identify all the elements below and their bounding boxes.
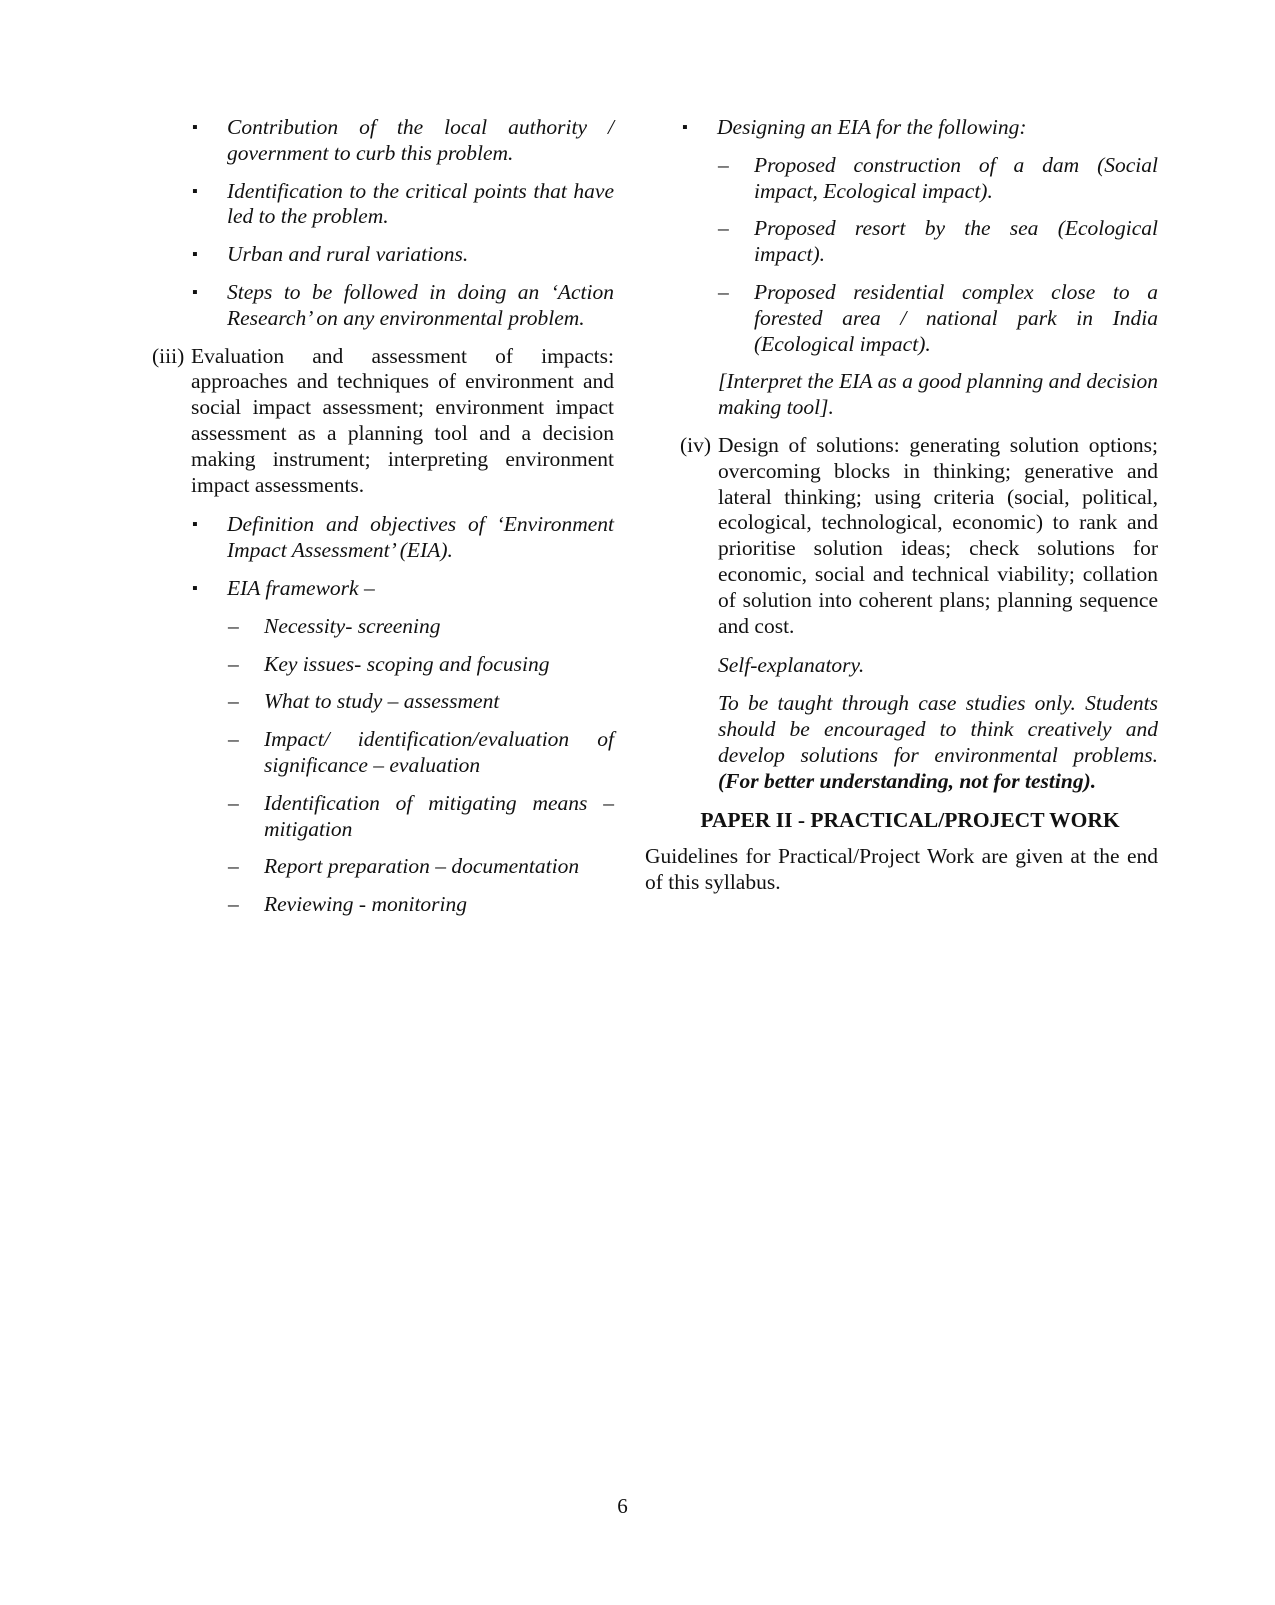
numbered-item-iv: [680, 433, 1158, 639]
dash-icon: –: [718, 216, 729, 241]
dash-icon: –: [228, 613, 239, 638]
bullet-item: [152, 280, 614, 332]
bullet-text: EIA framework –: [227, 575, 375, 600]
dash-item: [642, 153, 1158, 205]
guidelines-text: Guidelines for Practical/Project Work are given at the end of this syllabus.: [645, 844, 1158, 894]
square-bullet-icon: ▪: [192, 516, 198, 534]
dash-text: Necessity- screening: [264, 613, 441, 638]
bullet-text: Steps to be followed in doing an ‘Action Research’ on any environmental problem.: [227, 279, 614, 330]
bullet-text: Contribution of the local authority / government to curb this problem.: [227, 115, 614, 165]
interpret-note: [Interpret the EIA as a good planning and decision making tool].: [718, 369, 1158, 420]
dash-text: Reviewing - monitoring: [264, 892, 468, 917]
dash-item: [642, 280, 1158, 357]
case-studies-bold: (For better understanding, not for testing).: [718, 768, 1097, 793]
page-number: 6: [617, 1494, 628, 1518]
case-studies-text: To be taught through case studies only. Students should be encouraged to think creatively and develop solutions for environmental problems.: [718, 691, 1158, 767]
self-explanatory-note: Self-explanatory.: [718, 653, 865, 678]
square-bullet-icon: ▪: [192, 246, 198, 264]
square-bullet-icon: ▪: [192, 283, 198, 301]
bullet-text: Designing an EIA for the following:: [717, 115, 1027, 139]
bullet-item: [152, 179, 614, 231]
paper-heading: PAPER II - PRACTICAL/PROJECT WORK: [700, 808, 1120, 833]
dash-icon: –: [228, 727, 239, 752]
dash-text: Identification of mitigating means – mitigation: [264, 790, 614, 841]
dash-item: [152, 854, 614, 880]
item-text: Design of solutions: generating solution options; overcoming blocks in thinking; generative and lateral thinking; using criteria (social, political, ecological, technological, economic) to rank and prioritise solution ideas; check solutions for economic, social and technical viability; collation of solution into coherent plans; planning sequence and cost.: [718, 432, 1158, 638]
dash-text: Proposed resort by the sea (Ecological impact).: [754, 216, 1158, 267]
case-studies-note: [680, 691, 1158, 794]
item-marker: (iii): [152, 343, 185, 368]
dash-icon: –: [718, 152, 729, 177]
item-text: Evaluation and assessment of impacts: approaches and techniques of environment and social impact assessment; environment impact assessment as a planning tool and a decision making instrument; interpreting environment impact assessments.: [191, 343, 614, 497]
square-bullet-icon: ▪: [192, 579, 198, 597]
bullet-item: [152, 115, 614, 167]
dash-icon: –: [228, 689, 239, 714]
dash-item: [152, 892, 614, 918]
square-bullet-icon: ▪: [192, 182, 198, 200]
right-column: [645, 115, 1158, 896]
dash-icon: –: [228, 892, 239, 917]
bullet-item: [152, 512, 614, 564]
bullet-item: [152, 576, 614, 602]
dash-item: [152, 689, 614, 715]
dash-text: Impact/ identification/evaluation of significance – evaluation: [264, 727, 614, 777]
item-marker: (iv): [680, 432, 712, 457]
square-bullet-icon: ▪: [192, 119, 198, 136]
bullet-item: [152, 242, 614, 268]
dash-item: [152, 791, 614, 843]
bullet-text: Urban and rural variations.: [227, 242, 469, 267]
bullet-text: Definition and objectives of ‘Environment Impact Assessment’ (EIA).: [227, 512, 614, 563]
dash-icon: –: [228, 651, 239, 676]
left-column: [152, 115, 614, 930]
dash-icon: –: [228, 790, 239, 815]
dash-item: [152, 727, 614, 779]
dash-item: [152, 614, 614, 640]
dash-text: What to study – assessment: [264, 689, 500, 714]
dash-text: Proposed residential complex close to a forested area / national park in India (Ecological impact).: [754, 279, 1158, 356]
dash-icon: –: [718, 279, 729, 304]
dash-item: [152, 652, 614, 678]
square-bullet-icon: ▪: [682, 119, 688, 136]
numbered-item-iii: [152, 344, 614, 499]
dash-text: Key issues- scoping and focusing: [264, 651, 550, 676]
dash-icon: –: [228, 854, 239, 879]
dash-text: Proposed construction of a dam (Social impact, Ecological impact).: [754, 152, 1158, 203]
dash-text: Report preparation – documentation: [264, 854, 580, 879]
bullet-item: [642, 115, 1158, 141]
bullet-text: Identification to the critical points that have led to the problem.: [227, 178, 614, 229]
dash-item: [642, 216, 1158, 268]
